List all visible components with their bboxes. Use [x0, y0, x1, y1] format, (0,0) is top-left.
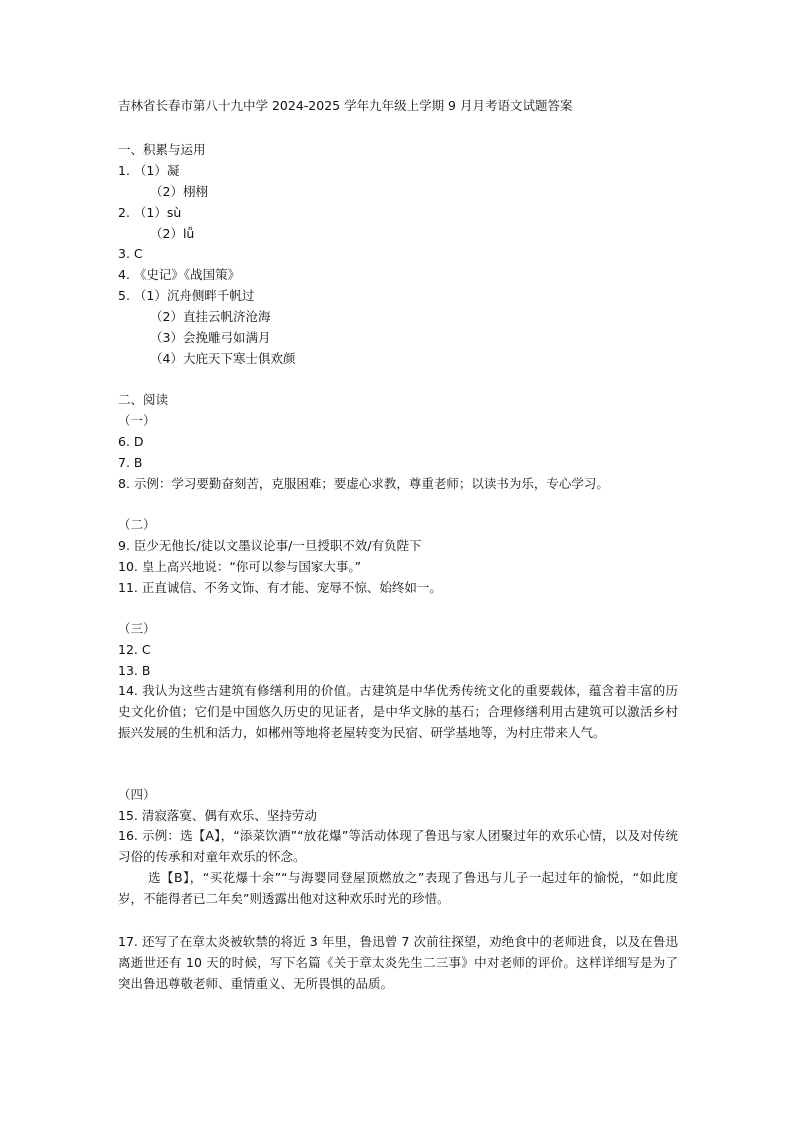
answer-line: 2. （1）sù — [118, 205, 182, 220]
answer-line: 11. 正直诚信、不务文饰、有才能、宠辱不惊、始终如一。 — [118, 580, 442, 595]
answer-paragraph: 17. 还写了在章太炎被软禁的将近 3 年里，鲁迅曾 7 次前往探望，劝绝食中的老师进食，以及在鲁迅离逝世还有 10 天的时候，写下名篇《关于章太炎先生二三事》中对老师的评价。这样详细写是为了突出鲁迅尊敬老师、重情重义、无所畏惧的品质。 — [118, 934, 678, 991]
section-heading: 二、阅读 — [118, 392, 169, 407]
answer-line: 1. （1）凝 — [118, 163, 180, 178]
passage-label: （二） — [118, 517, 156, 532]
answer-paragraph: 14. 我认为这些古建筑有修缮利用的价值。古建筑是中华优秀传统文化的重要载体，蕴含着丰富的历史文化价值；它们是中国悠久历史的见证者，是中华文脉的基石；合理修缮利用古建筑可以激活乡村振兴发展的生机和活力，如郴州等地将老屋转变为民宿、研学基地等，为村庄带来人气。 — [118, 683, 678, 740]
answer-line: （2）栩栩 — [150, 184, 208, 199]
answer-line: 9. 臣少无他长/徒以文墨议论事/一旦授职不效/有负陛下 — [118, 538, 422, 553]
answer-line: （2）lǚ — [150, 226, 195, 241]
answer-line: 7. B — [118, 455, 143, 470]
answer-paragraph: 16. 示例：选【A】，“添菜饮酒”“放花爆”等活动体现了鲁迅与家人团聚过年的欢乐心情，以及对传统习俗的传承和对童年欢乐的怀念。 — [118, 828, 678, 864]
section-heading: 一、积累与运用 — [118, 142, 206, 157]
answer-line: （2）直挂云帆济沧海 — [150, 309, 271, 324]
passage-label: （一） — [118, 413, 156, 428]
answer-line: 12. C — [118, 642, 151, 657]
answer-line: 3. C — [118, 246, 143, 261]
answer-line: 15. 清寂落寞、偶有欢乐、坚持劳动 — [118, 808, 317, 823]
answer-line: （3）会挽雕弓如满月 — [150, 330, 271, 345]
answer-line: 13. B — [118, 663, 151, 678]
answer-line: 10. 皇上高兴地说：“你可以参与国家大事。” — [118, 559, 362, 574]
answer-line: （4）大庇天下寒士俱欢颜 — [150, 351, 296, 366]
answer-line: 5. （1）沉舟侧畔千帆过 — [118, 288, 255, 303]
answer-line: 8. 示例：学习要勤奋刻苦，克服困难；要虚心求教，尊重老师；以读书为乐，专心学习。 — [118, 476, 609, 491]
answer-line: 4. 《史记》《战国策》 — [118, 267, 241, 282]
document-title: 吉林省长春市第八十九中学 2024-2025 学年九年级上学期 9 月月考语文试题答案 — [118, 98, 573, 113]
passage-label: （四） — [118, 787, 156, 802]
passage-label: （三） — [118, 621, 156, 636]
answer-line: 6. D — [118, 434, 144, 449]
answer-paragraph: 选【B】，“买花爆十余”“与海婴同登屋顶燃放之”表现了鲁迅与儿子一起过年的愉悦，“如此度岁，不能得者已二年矣”则透露出他对这种欢乐时光的珍惜。 — [118, 870, 678, 906]
